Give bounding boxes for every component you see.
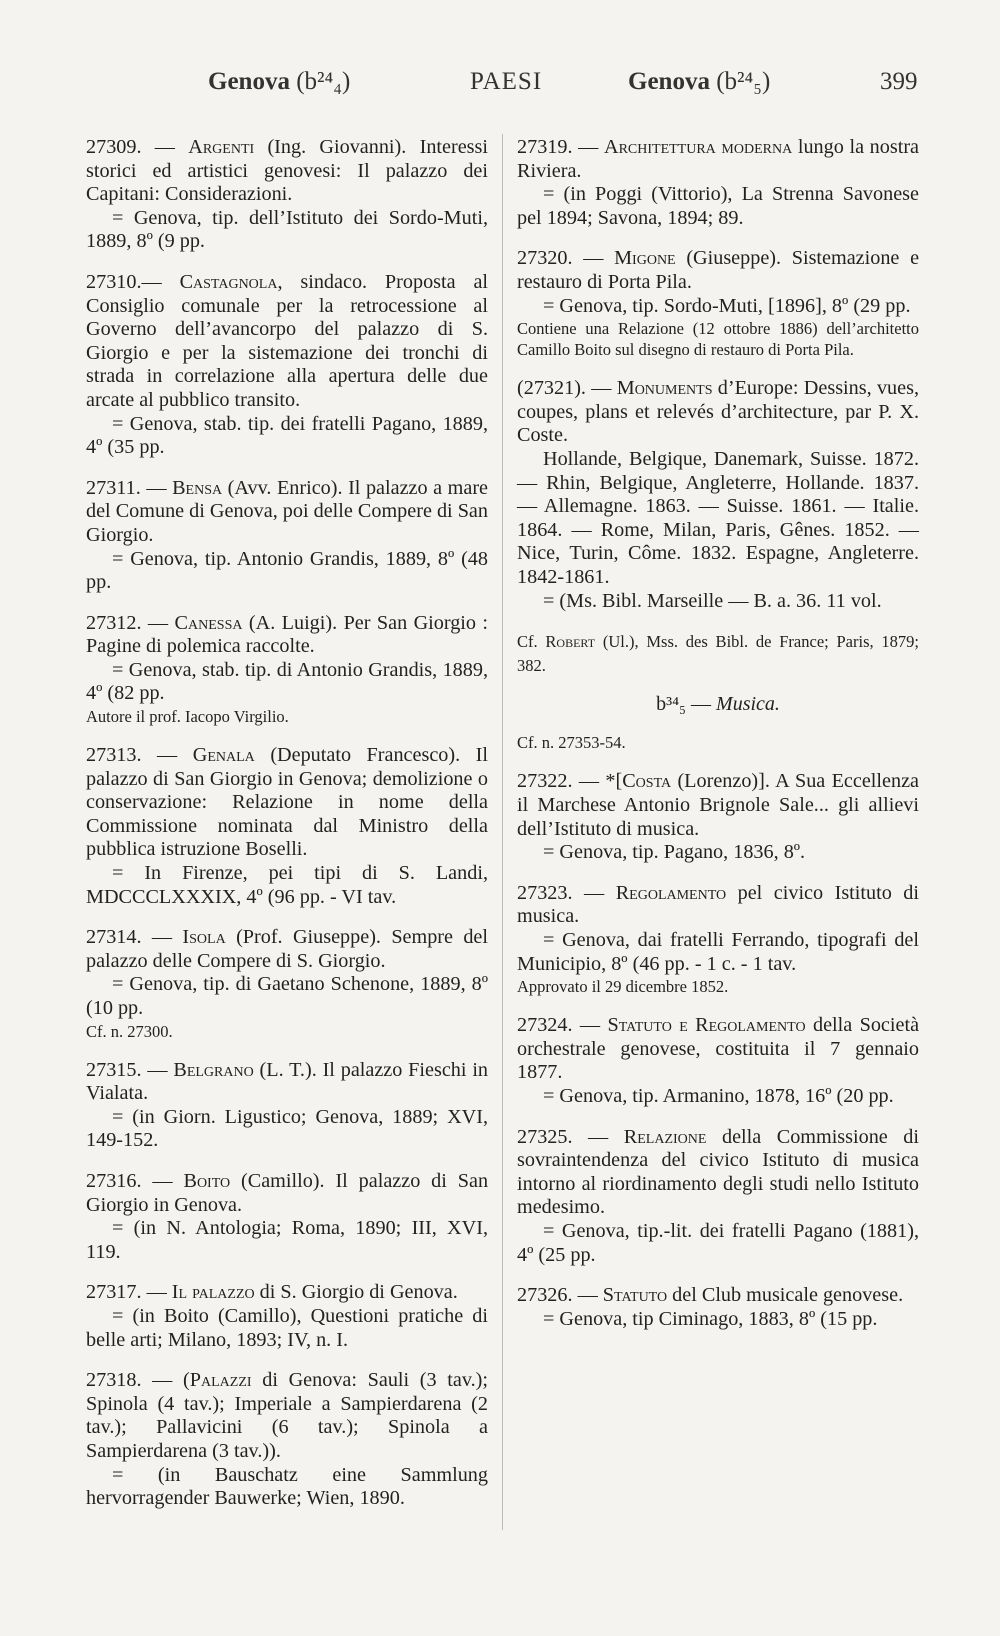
entry-lead: Castagnola, <box>179 270 283 293</box>
entry-title: (Deputato Francesco). Il palazzo di San Giorgio in Genova; demolizione o conservazione: Relazione in nome della Commissione nominata dal Ministro della pubblica istruzione Boselli. <box>86 744 489 861</box>
entry-number: 27309. — <box>86 136 175 158</box>
entry-number: 27311. — <box>86 476 167 499</box>
entry-lead: Monuments <box>616 377 713 400</box>
entry-lead: Isola <box>182 926 226 949</box>
entry-lead: Bensa <box>172 476 223 499</box>
reference-robert <box>517 630 919 677</box>
entry-number: 27319. — <box>517 136 599 158</box>
entry-title: sindaco. Proposta al Consiglio comunale per la retrocessione al Governo dell’avancorpo del palazzo di S. Giorgio e per la sistemazione dei tronchi di strada in correlazione alla apertura delle due arcate al pubblico transito. <box>86 270 489 411</box>
entry-27326 <box>517 1284 919 1331</box>
page-header <box>0 68 1000 108</box>
entry-note: Autore il prof. Iacopo Virgilio. <box>86 707 289 727</box>
entry-number: 27310.— <box>86 270 162 293</box>
entry-27314 <box>86 926 488 1041</box>
entry-title: lungo la nostra Riviera. <box>517 136 920 182</box>
entry-27325 <box>517 1126 919 1268</box>
entry-27322 <box>517 770 919 864</box>
entry-title: (L. T.). Il palazzo Fieschi in Vialata. <box>86 1058 489 1105</box>
entry-title: (Avv. Enrico). Il palazzo a mare del Comune di Genova, poi delle Compere di San Giorgio. <box>86 476 489 546</box>
right-section: (b²⁴₅) <box>716 68 771 95</box>
entry-number: 27316. — <box>86 1169 173 1192</box>
entry-imprint: = Genova, stab. tip. dei fratelli Pagano, 1889, 4º (35 pp. <box>86 412 488 459</box>
entry-number: (27321). — <box>517 377 612 400</box>
entry-title: della Commissione di sovraintendenza del civico Istituto di musica intorno al riordinamento degli studi nello Istituto medesimo. <box>517 1125 920 1219</box>
entry-imprint: = (in Bauschatz eine Sammlung hervorragender Bauwerke; Wien, 1890. <box>86 1463 488 1510</box>
section-title: Musica. <box>716 693 780 716</box>
right-column <box>517 136 919 1348</box>
entry-imprint: = (in N. Antologia; Roma, 1890; III, XVI, 119. <box>86 1217 488 1263</box>
left-title: Genova <box>208 68 290 95</box>
entry-title: (A. Luigi). Per San Giorgio : Pagine di polemica raccolte. <box>86 611 489 658</box>
section-reference: Cf. n. 27353-54. <box>517 732 626 752</box>
right-title: Genova <box>628 68 710 95</box>
entry-imprint: = Genova, tip. Pagano, 1836, 8º. <box>543 841 806 864</box>
entry-lead: Migone <box>614 247 676 270</box>
entry-27324 <box>517 1014 919 1108</box>
ref-rest: (Ul.), Mss. des Bibl. de France; Paris, 1879; 382. <box>517 632 920 675</box>
entry-number: 27317. — <box>86 1281 167 1304</box>
entry-27313 <box>86 744 488 909</box>
entry-27320 <box>517 247 919 360</box>
left-column <box>86 136 488 1528</box>
entry-lead: Genala <box>192 744 255 767</box>
entry-number: 27313. — <box>86 744 178 767</box>
entry-lead: *[Costa <box>605 770 672 793</box>
entry-title: (Ing. Giovanni). Interessi storici ed artistici genovesi: Il palazzo dei Capitani: Considerazioni. <box>86 136 488 206</box>
page-number: 399 <box>880 68 918 95</box>
entry-title: (Prof. Giuseppe). Sempre del palazzo delle Compere di S. Giorgio. <box>86 926 489 972</box>
entry-imprint: = Genova, tip. dell’Istituto dei Sordo-Muti, 1889, 8º (9 pp. <box>86 206 488 253</box>
entry-title: pel civico Istituto di musica. <box>517 881 920 928</box>
entry-27310 <box>86 271 488 460</box>
running-head-left <box>208 68 350 96</box>
entry-27312 <box>86 612 488 727</box>
entry-title: (Lorenzo)]. A Sua Eccellenza il Marchese Antonio Brignole Sale... gli allievi dell’Istituto di musica. <box>517 770 919 840</box>
entry-number: 27324. — <box>517 1014 601 1037</box>
entry-imprint: = Genova, dai fratelli Ferrando, tipografi del Municipio, 8º (46 pp. - 1 c. - 1 tav. <box>517 929 919 975</box>
running-head-center: PAESI <box>470 68 543 95</box>
entry-imprint: = (in Poggi (Vittorio), La Strenna Savonese pel 1894; Savona, 1894; 89. <box>517 183 919 229</box>
entry-27316 <box>86 1170 488 1264</box>
entry-27317 <box>86 1281 488 1352</box>
entry-27323 <box>517 882 919 997</box>
entry-27311 <box>86 477 488 595</box>
entry-27321 <box>517 377 919 613</box>
entry-imprint: = Genova, tip. Armanino, 1878, 16º (20 pp. <box>543 1085 894 1107</box>
left-section: (b²⁴₄) <box>296 68 351 95</box>
entry-lead: Canessa <box>174 611 243 634</box>
entry-note: Cf. n. 27300. <box>86 1021 173 1041</box>
column-divider <box>502 134 503 1530</box>
entry-imprint: = Genova, tip. Antonio Grandis, 1889, 8º (48 pp. <box>86 547 488 594</box>
entry-imprint: = In Firenze, pei tipi di S. Landi, MDCCCLXXXIX, 4º (96 pp. - VI tav. <box>86 862 488 908</box>
entry-lead: Statuto e Regolamento <box>607 1014 806 1037</box>
entry-lead: Statuto <box>602 1284 668 1307</box>
entry-title: d’Europe: Dessins, vues, coupes, plans et relevés d’architecture, par P. X. Coste. <box>517 377 919 447</box>
entry-number: 27312. — <box>86 611 169 634</box>
entry-title: della Società orchestrale genovese, costituita il 7 gennaio 1877. <box>517 1014 920 1084</box>
entry-title: di Genova: Sauli (3 tav.); Spinola (4 tav.); Imperiale a Sampierdarena (2 tav.); Pallavicini (6 tav.); Spinola a Sampierdarena (3 tav.)). <box>86 1369 489 1462</box>
entry-imprint: = (in Boito (Camillo), Questioni pratiche di belle arti; Milano, 1893; IV, n. I. <box>86 1304 488 1351</box>
entry-lead: Argenti <box>188 136 255 158</box>
entry-lead: Il palazzo <box>171 1281 255 1304</box>
entry-imprint: = Genova, tip.-lit. dei fratelli Pagano (1881), 4º (25 pp. <box>517 1219 919 1266</box>
entry-number: 27314. — <box>86 926 173 949</box>
entry-title: di S. Giorgio di Genova. <box>259 1281 458 1304</box>
entry-lead: Boito <box>183 1169 231 1192</box>
section-heading <box>517 693 919 717</box>
ref-prefix: Cf. <box>517 632 546 652</box>
entry-number: 27325. — <box>517 1125 609 1148</box>
entry-volumes: Hollande, Belgique, Danemark, Suisse. 1872. — Rhin, Belgique, Angleterre, Hollande. 1837. — Allemagne. 1863. — Suisse. 1861. — Italie. 1864. — Rome, Milan, Paris, Gênes. 1852. — Nice, Turin, Côme. 1832. Espagne, Angleterre. 1842-1861. <box>517 447 919 588</box>
entry-lead: (Palazzi <box>183 1369 252 1392</box>
entry-imprint: = Genova, tip Ciminago, 1883, 8º (15 pp. <box>543 1307 878 1330</box>
entry-imprint: = (in Giorn. Ligustico; Genova, 1889; XVI, 149-152. <box>86 1105 488 1152</box>
ref-author: Robert <box>545 632 596 652</box>
entry-note: Approvato il 29 dicembre 1852. <box>517 977 729 997</box>
entry-title: (Camillo). Il palazzo di San Giorgio in Genova. <box>86 1169 489 1216</box>
entry-title: del Club musicale genovese. <box>672 1284 904 1307</box>
entry-number: 27322. — <box>517 770 600 793</box>
entry-number: 27320. — <box>517 247 604 270</box>
entry-imprint: = Genova, tip. di Gaetano Schenone, 1889, 8º (10 pp. <box>86 973 488 1019</box>
entry-number: 27315. — <box>86 1058 168 1081</box>
entry-lead: Relazione <box>623 1125 707 1148</box>
running-head-right <box>628 68 770 96</box>
entry-number: 27326. — <box>517 1284 598 1307</box>
entry-lead: Belgrano <box>173 1058 254 1081</box>
section-code: b³⁴₅ — <box>656 693 712 716</box>
entry-lead: Regolamento <box>615 881 727 904</box>
entry-title: (Giuseppe). Sistemazione e restauro di Porta Pila. <box>517 247 920 293</box>
entry-lead: Architettura moderna <box>603 136 793 158</box>
entry-number: 27323. — <box>517 881 605 904</box>
entry-27319 <box>517 136 919 230</box>
entry-note: Contiene una Relazione (12 ottobre 1886) dell’architetto Camillo Boito sul disegno di restauro di Porta Pila. <box>517 319 919 360</box>
entry-imprint: = (Ms. Bibl. Marseille — B. a. 36. 11 vol. <box>543 589 882 612</box>
entry-27315 <box>86 1059 488 1153</box>
entry-27318 <box>86 1369 488 1511</box>
entry-27309 <box>86 136 488 254</box>
entry-imprint: = Genova, tip. Sordo-Muti, [1896], 8º (29 pp. <box>543 294 911 317</box>
entry-imprint: = Genova, stab. tip. di Antonio Grandis, 1889, 4º (82 pp. <box>86 658 488 705</box>
entry-number: 27318. — <box>86 1369 173 1392</box>
